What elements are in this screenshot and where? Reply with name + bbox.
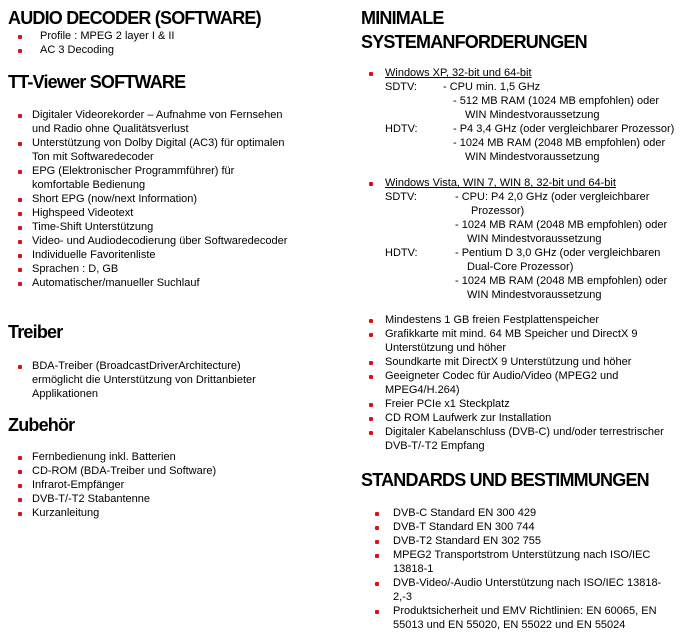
spec-line: - 512 MB RAM (1024 MB empfohlen) oder [453, 95, 660, 107]
vista-title: Windows Vista, WIN 7, WIN 8, 32-bit und 64-bit [385, 177, 616, 189]
spec-line: - 1024 MB RAM (2048 MB empfohlen) oder [455, 275, 668, 287]
list-item: EPG (Elektronischer Programmführer) für komfortable Bedienung [8, 164, 288, 192]
bullet-icon [375, 512, 379, 516]
list-item: CD-ROM (BDA-Treiber und Software) [8, 464, 308, 478]
list-item: Soundkarte mit DirectX 9 Unterstützung und höher [361, 355, 666, 369]
xp-title: Windows XP, 32-bit und 64-bit [385, 67, 532, 79]
list-item: Individuelle Favoritenliste [8, 248, 288, 262]
bullet-icon [18, 470, 22, 474]
spec-line: WIN Mindestvoraussetzung [467, 233, 602, 245]
audio-decoder-heading: AUDIO DECODER (SOFTWARE) [8, 8, 261, 28]
list-item: BDA-Treiber (BroadcastDriverArchitecture) ermöglicht die Unterstützung von Drittanbieter Applikationen [8, 359, 283, 401]
list-item: Sprachen : D, GB [8, 262, 288, 276]
bullet-icon [18, 240, 22, 244]
spec-line: Dual-Core Prozessor) [467, 261, 574, 273]
list-item: Geeigneter Codec für Audio/Video (MPEG2 und MPEG4/H.264) [361, 369, 666, 397]
list-item: Mindestens 1 GB freien Festplattenspeicher [361, 313, 666, 327]
sdtv-values [433, 80, 691, 122]
bullet-icon [375, 554, 379, 558]
list-item: Digitaler Videorekorder – Aufnahme von Fernsehen und Radio ohne Qualitätsverlust [8, 108, 288, 136]
spec-line: - Pentium D 3,0 GHz (oder vergleichbaren [455, 247, 661, 259]
treiber-list [8, 359, 283, 401]
bullet-icon [18, 254, 22, 258]
bullet-icon [369, 417, 373, 421]
list-item: Time-Shift Unterstützung [8, 220, 288, 234]
tt-viewer-list [8, 108, 288, 290]
bullet-icon [18, 49, 22, 53]
bullet-icon [18, 142, 22, 146]
list-item: DVB-Video/-Audio Unterstützung nach ISO/IEC 13818-2,-3 [361, 576, 679, 604]
bullet-icon [375, 540, 379, 544]
list-item: Short EPG (now/next Information) [8, 192, 288, 206]
spec-line: - CPU min. 1,5 GHz [443, 81, 541, 93]
bullet-icon [18, 268, 22, 272]
list-item: DVB-C Standard EN 300 429 [361, 506, 679, 520]
treiber-heading: Treiber [8, 322, 63, 342]
list-item: Kurzanleitung [8, 506, 308, 520]
list-item [361, 176, 691, 190]
systemanforderungen-heading-line1: MINIMALE [361, 8, 444, 28]
bullet-icon [18, 512, 22, 516]
spec-line: WIN Mindestvoraussetzung [465, 109, 600, 121]
hdtv-label: HDTV: [385, 123, 418, 135]
bullet-icon [18, 35, 22, 39]
xp-title-list [361, 66, 691, 80]
vista-sdtv [361, 190, 691, 246]
bullet-icon [369, 319, 373, 323]
list-item: Profile : MPEG 2 layer I & II [8, 29, 348, 43]
list-item: AC 3 Decoding [8, 43, 348, 57]
list-item: Fernbedienung inkl. Batterien [8, 450, 308, 464]
bullet-icon [369, 375, 373, 379]
bullet-icon [369, 72, 373, 76]
spec-line: - CPU: P4 2,0 GHz (oder vergleichbarer [455, 191, 650, 203]
spec-line: Prozessor) [471, 205, 525, 217]
list-item: DVB-T/-T2 Stabantenne [8, 492, 308, 506]
vista-requirements [361, 176, 691, 302]
xp-hdtv [361, 122, 691, 164]
audio-decoder-list [8, 29, 348, 57]
bullet-icon [369, 403, 373, 407]
general-requirements-list [361, 313, 666, 453]
list-item: Infrarot-Empfänger [8, 478, 308, 492]
bullet-icon [375, 610, 379, 614]
bullet-icon [18, 170, 22, 174]
bullet-icon [18, 114, 22, 118]
sdtv-label: SDTV: [385, 191, 417, 203]
list-item: Grafikkarte mit mind. 64 MB Speicher und DirectX 9 Unterstützung und höher [361, 327, 666, 355]
sdtv-label: SDTV: [385, 81, 417, 93]
standards-list [361, 506, 679, 632]
list-item: Digitaler Kabelanschluss (DVB-C) und/oder terrestrischer DVB-T/-T2 Empfang [361, 425, 666, 453]
list-item: CD ROM Laufwerk zur Installation [361, 411, 666, 425]
bullet-icon [369, 361, 373, 365]
hdtv-values [433, 122, 691, 164]
list-item: Automatischer/manueller Suchlauf [8, 276, 288, 290]
spec-line: WIN Mindestvoraussetzung [467, 289, 602, 301]
bullet-icon [18, 498, 22, 502]
bullet-icon [375, 582, 379, 586]
xp-requirements [361, 66, 691, 164]
list-item: Video- und Audiodecodierung über Softwaredecoder [8, 234, 288, 248]
spec-line: - 1024 MB RAM (2048 MB empfohlen) oder [453, 137, 666, 149]
vista-hdtv [361, 246, 691, 302]
list-item: DVB-T2 Standard EN 302 755 [361, 534, 679, 548]
bullet-icon [18, 456, 22, 460]
list-item: DVB-T Standard EN 300 744 [361, 520, 679, 534]
tt-viewer-heading: TT-Viewer SOFTWARE [8, 72, 186, 92]
list-item: Freier PCIe x1 Steckplatz [361, 397, 666, 411]
zubehoer-list [8, 450, 308, 520]
zubehoer-heading: Zubehör [8, 415, 75, 435]
bullet-icon [18, 365, 22, 369]
list-item: Highspeed Videotext [8, 206, 288, 220]
list-item: MPEG2 Transportstrom Unterstützung nach ISO/IEC 13818-1 [361, 548, 679, 576]
list-item [361, 66, 691, 80]
bullet-icon [375, 526, 379, 530]
bullet-icon [18, 226, 22, 230]
standards-heading: STANDARDS UND BESTIMMUNGEN [361, 470, 649, 490]
bullet-icon [369, 182, 373, 186]
sdtv-values [433, 190, 691, 246]
spec-line: WIN Mindestvoraussetzung [465, 151, 600, 163]
vista-title-list [361, 176, 691, 190]
bullet-icon [18, 198, 22, 202]
hdtv-values [433, 246, 691, 302]
bullet-icon [369, 431, 373, 435]
list-item: Unterstützung von Dolby Digital (AC3) für optimalen Ton mit Softwaredecoder [8, 136, 288, 164]
hdtv-label: HDTV: [385, 247, 418, 259]
spec-line: - P4 3,4 GHz (oder vergleichbarer Prozessor) [453, 123, 675, 135]
bullet-icon [18, 282, 22, 286]
list-item: Produktsicherheit und EMV Richtlinien: EN 60065, EN 55013 und EN 55020, EN 55022 und EN 55024 [361, 604, 679, 632]
bullet-icon [18, 484, 22, 488]
bullet-icon [18, 212, 22, 216]
systemanforderungen-heading-line2: SYSTEMANFORDERUNGEN [361, 32, 587, 52]
xp-sdtv [361, 80, 691, 122]
spec-line: - 1024 MB RAM (2048 MB empfohlen) oder [455, 219, 668, 231]
bullet-icon [369, 333, 373, 337]
